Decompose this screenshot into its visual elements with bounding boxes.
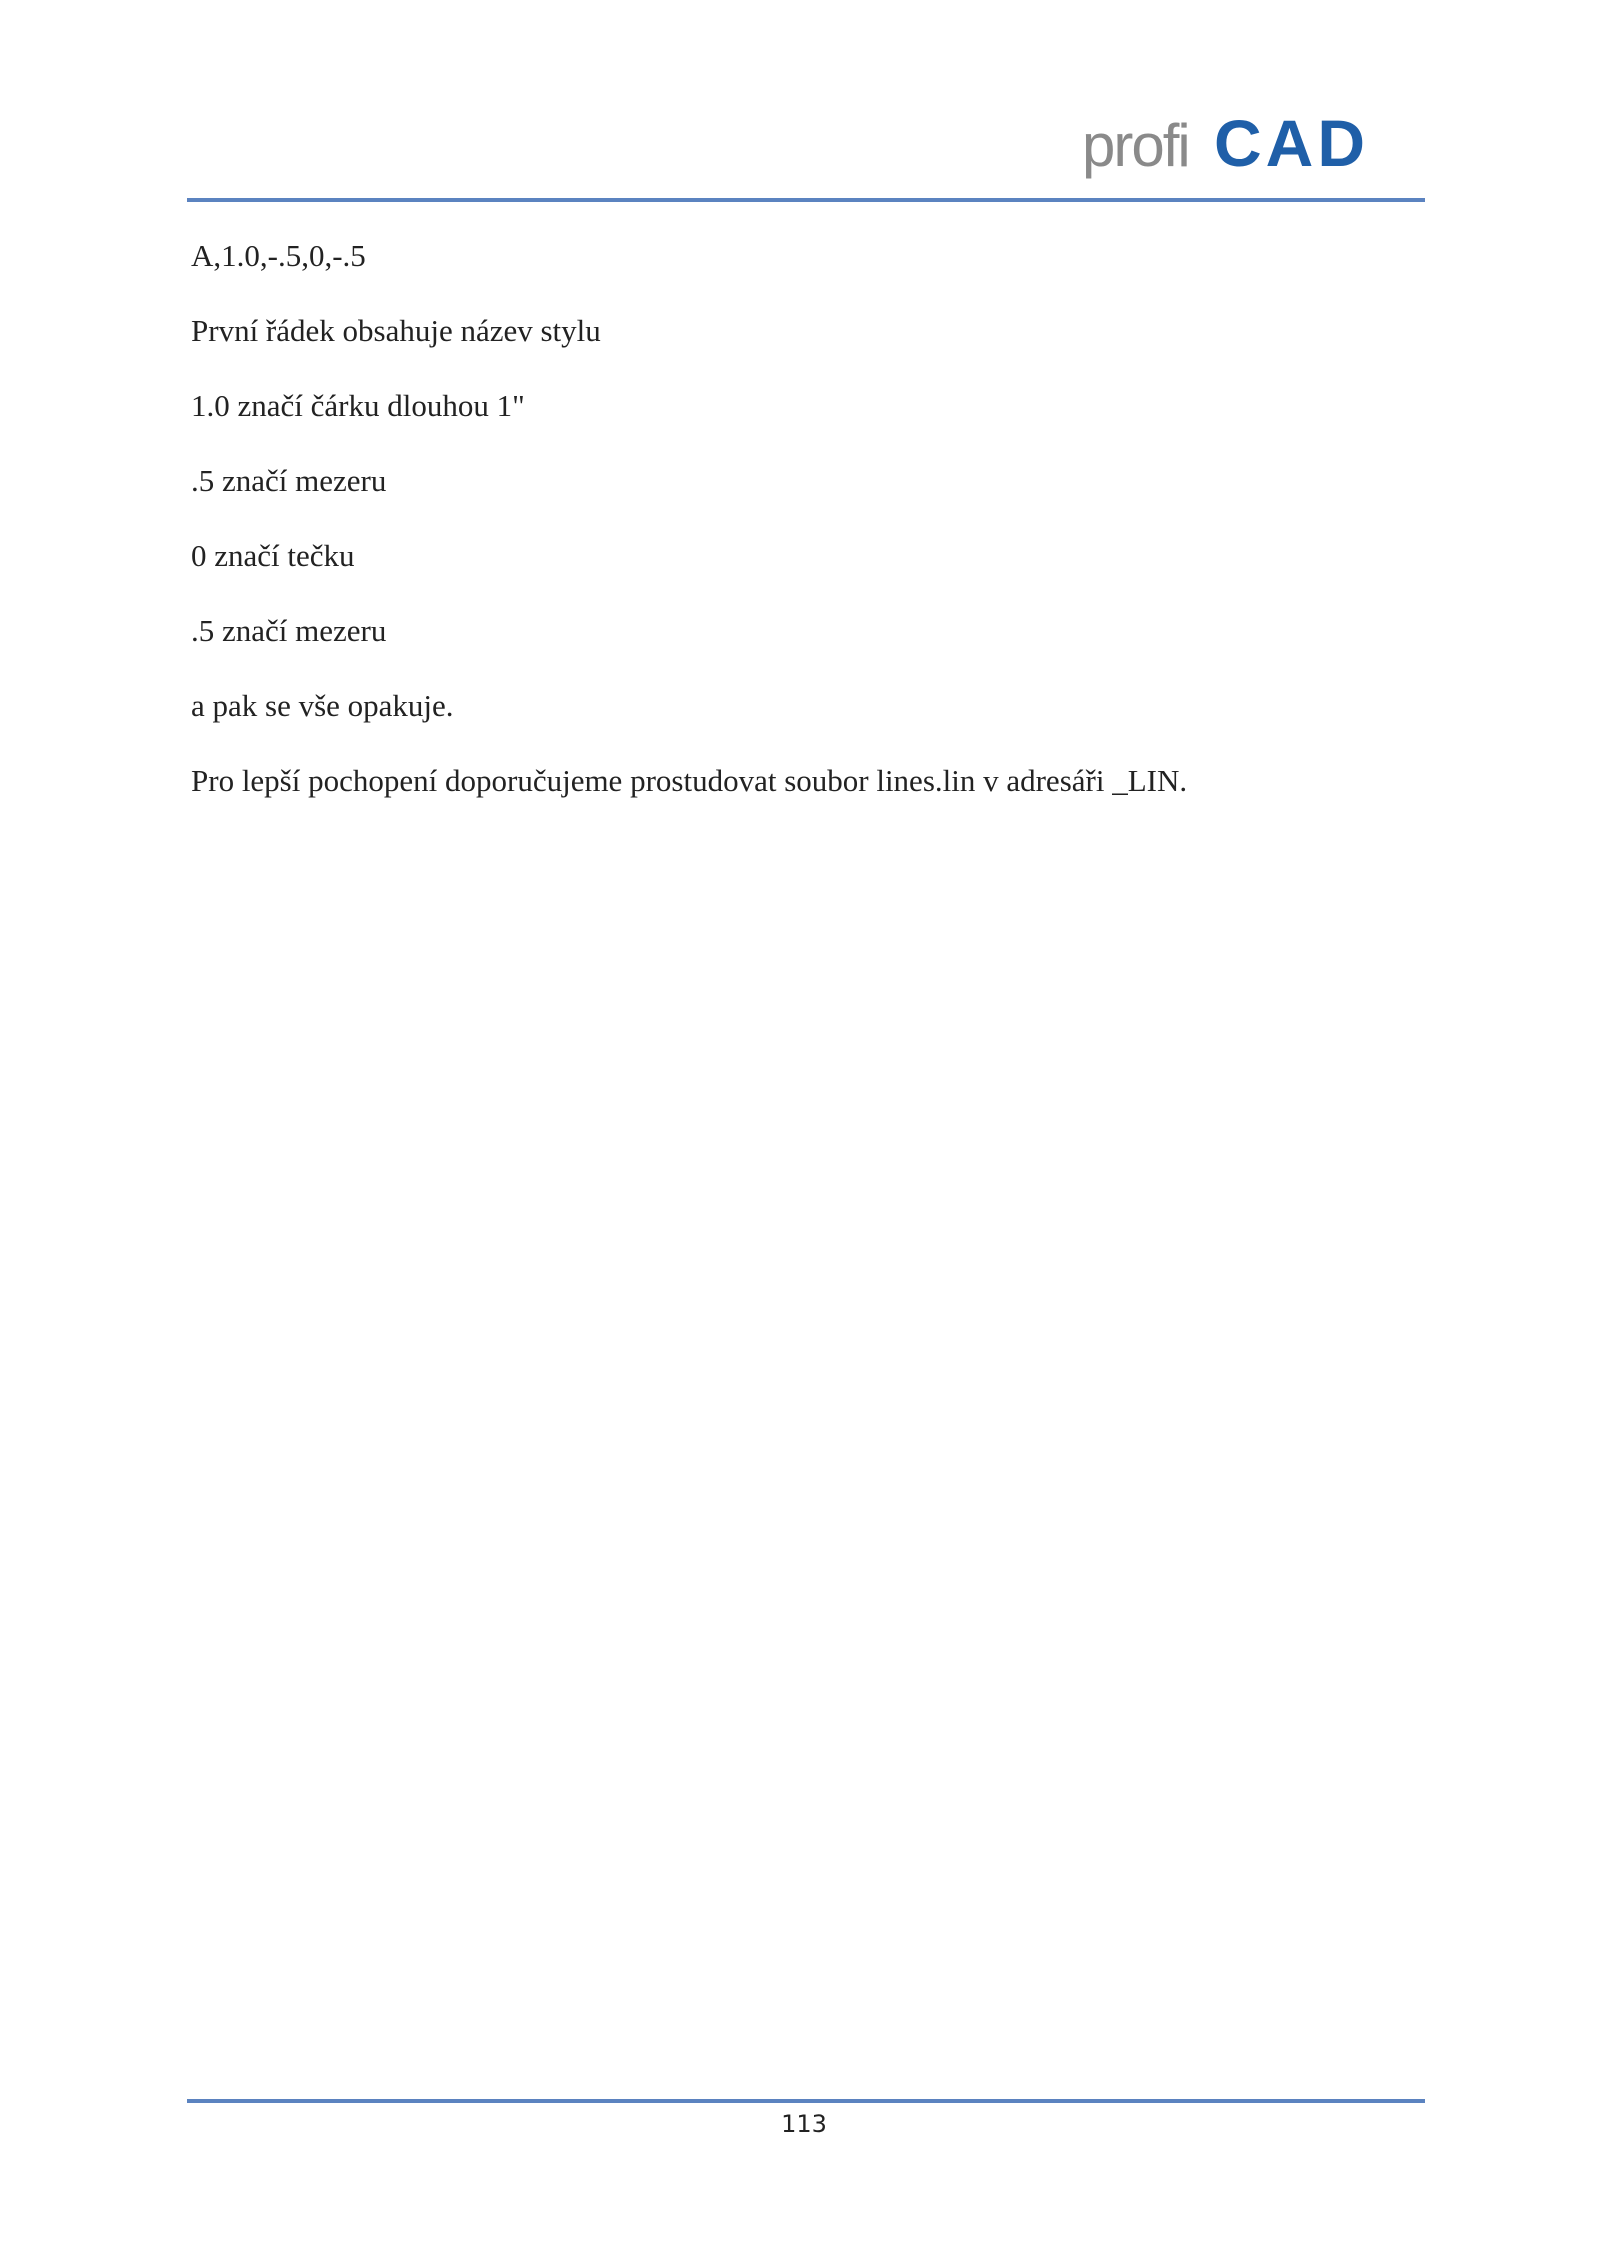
footer-rule: [187, 2099, 1425, 2103]
logo-text-profi: profi: [1082, 112, 1189, 179]
logo-text-cad: CAD: [1214, 108, 1369, 180]
body-line-dash: 1.0 značí čárku dlouhou 1": [191, 388, 525, 423]
body-line-recommendation: Pro lepší pochopení doporučujeme prostudovat soubor lines.lin v adresáři _LIN.: [191, 763, 1188, 798]
body-line-dot: 0 značí tečku: [191, 538, 355, 573]
body-line-first-row: První řádek obsahuje název stylu: [191, 313, 601, 348]
page-header: [0, 0, 1600, 205]
body-line-style-definition: A,1.0,-.5,0,-.5: [191, 238, 366, 273]
body-line-space-2: .5 značí mezeru: [191, 613, 387, 648]
proficad-logo: [1082, 108, 1412, 188]
body-line-space-1: .5 značí mezeru: [191, 463, 387, 498]
page-number: 113: [781, 2110, 827, 2138]
header-rule: [187, 198, 1425, 202]
body-line-repeat: a pak se vše opakuje.: [191, 688, 454, 723]
page-body: [191, 236, 1421, 836]
